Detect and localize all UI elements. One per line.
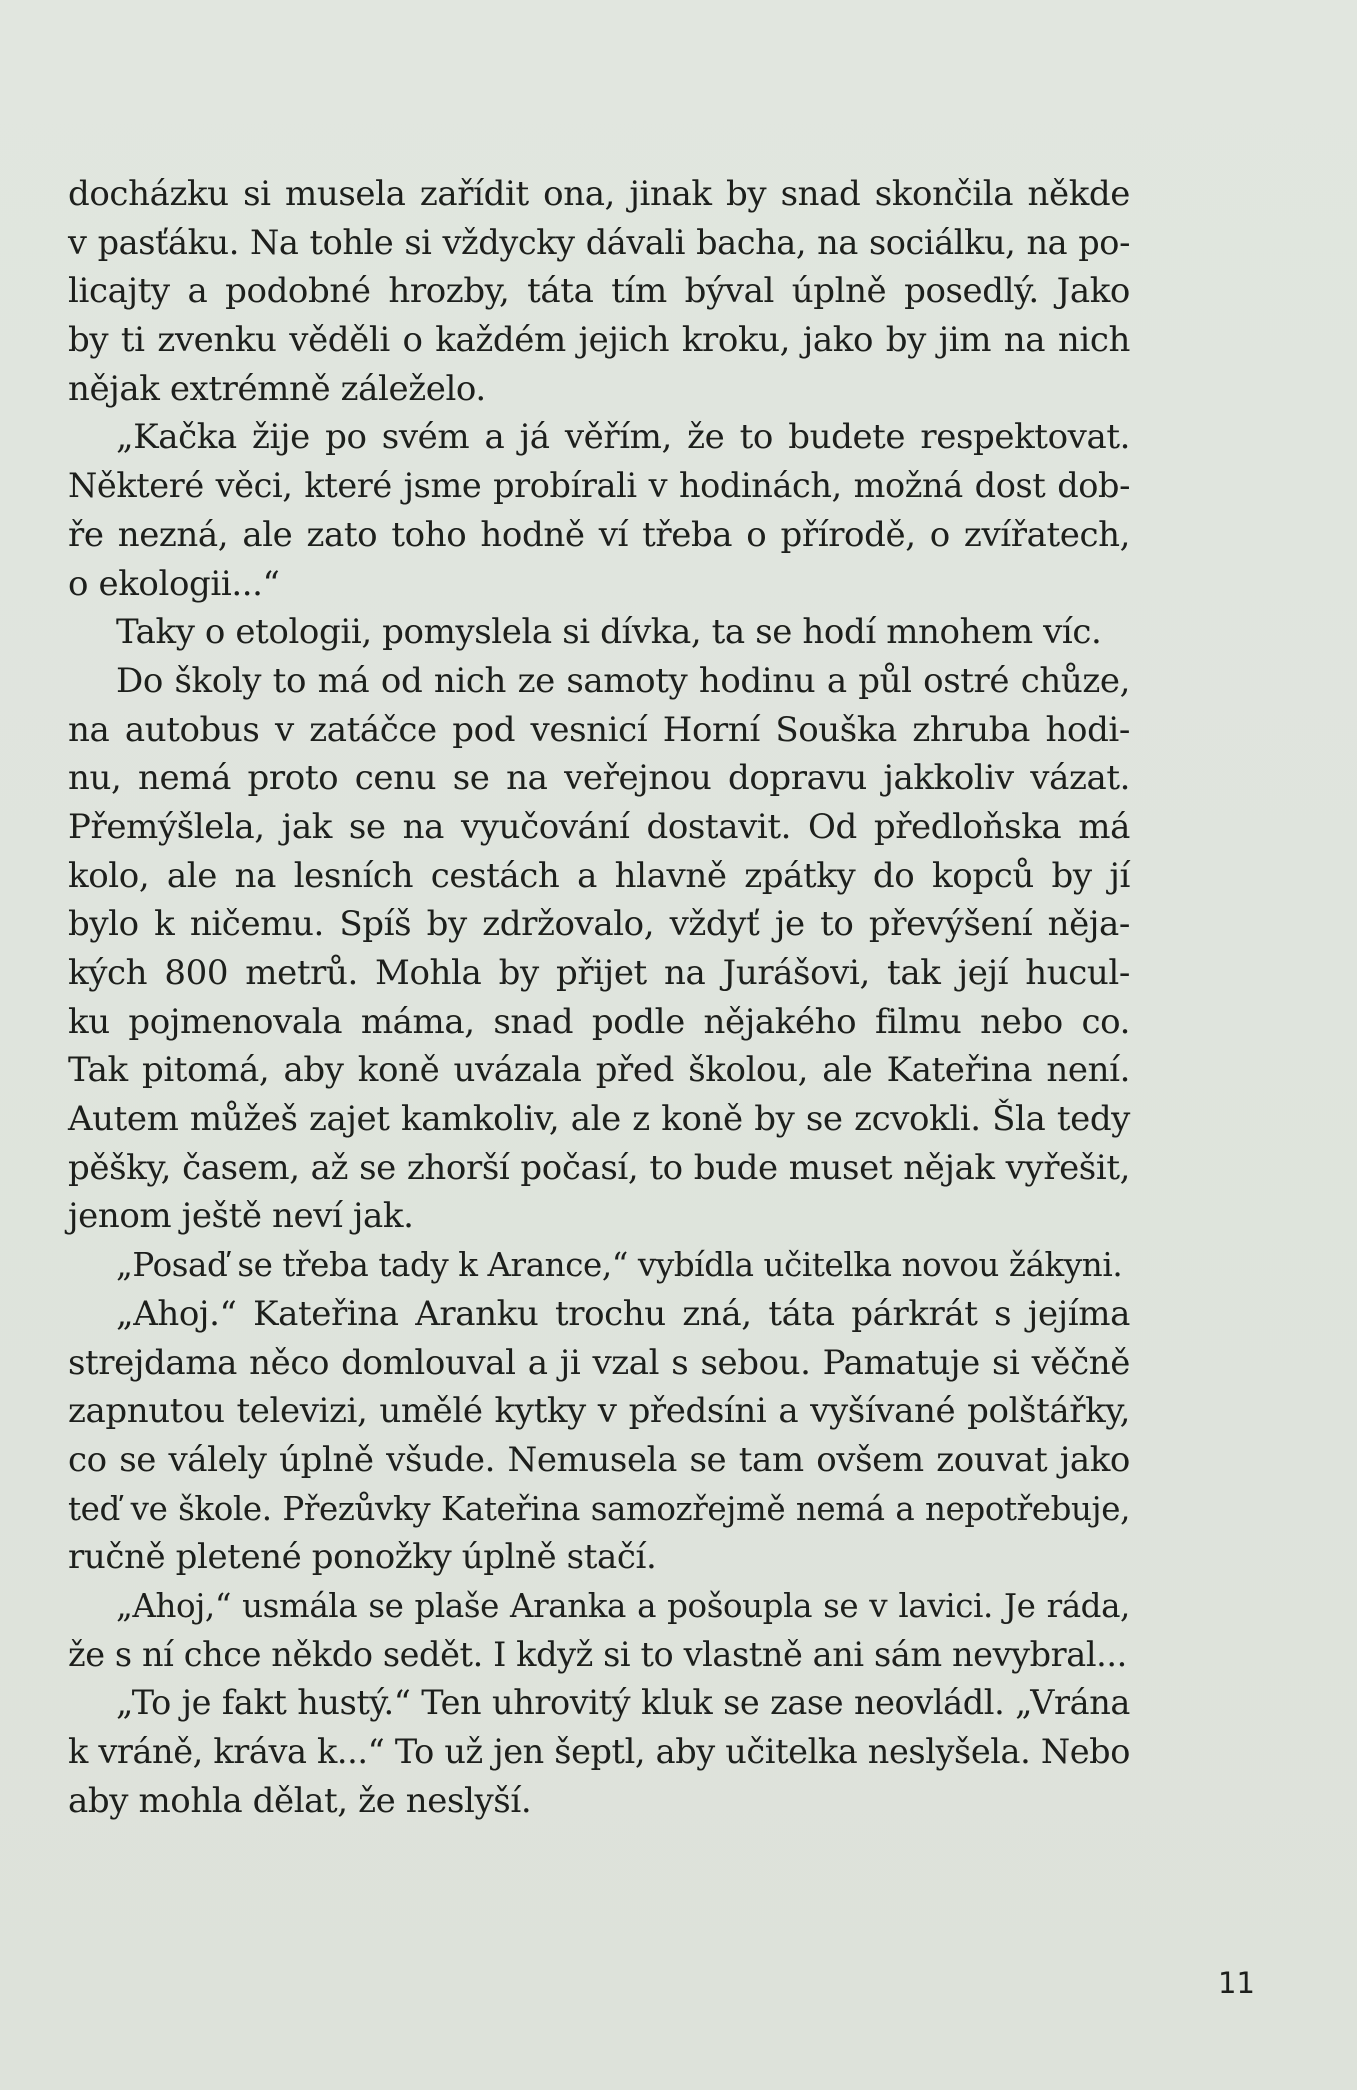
text-line: docházku si musela zařídit ona, jinak by snad skončila někde (68, 174, 1130, 214)
text-line: nu, nemá proto cenu se na veřejnou dopravu jakkoliv vázat. (68, 758, 1130, 799)
text-line: strejdama něco domlouval a ji vzal s sebou. Pamatuje si věčně (68, 1342, 1130, 1383)
page-number: 11 (1218, 1966, 1255, 2000)
body-text (68, 170, 1130, 1825)
text-line: pěšky, časem, až se zhorší počasí, to bude muset nějak vyřešit, (68, 1147, 1130, 1188)
text-line: licajty a podobné hrozby, táta tím býval úplně posedlý. Jako (68, 271, 1130, 312)
text-line: ku pojmenovala máma, snad podle nějakého filmu nebo co. (68, 1001, 1130, 1042)
text-line: „Ahoj.“ Kateřina Aranku trochu zná, táta párkrát s jejíma (116, 1293, 1130, 1334)
text-line: ručně pletené ponožky úplně stačí. (68, 1537, 657, 1578)
text-line: Autem můžeš zajet kamkoliv, ale z koně by se zcvokli. Šla tedy (68, 1099, 1130, 1140)
text-line: „Ahoj,“ usmála se plaše Aranka a pošoupla se v lavici. Je ráda, (116, 1586, 1130, 1625)
text-line: Přemýšlela, jak se na vyučování dostavit. Od předloňska má (68, 806, 1130, 847)
text-line: by ti zvenku věděli o každém jejich kroku, jako by jim na nich (68, 320, 1130, 361)
text-line: teď ve škole. Přezůvky Kateřina samozřejmě nemá a nepotřebuje, (68, 1489, 1130, 1528)
text-line: „To je fakt hustý.“ Ten uhrovitý kluk se zase neovládl. „Vrána (116, 1683, 1130, 1723)
text-line: „Posaď se třeba tady k Arance,“ vybídla učitelka novou žákyni. (116, 1246, 1123, 1285)
text-line: kých 800 metrů. Mohla by přijet na Jurášovi, tak její hucul- (68, 953, 1130, 993)
text-line: aby mohla dělat, že neslyší. (68, 1780, 532, 1821)
text-line: kolo, ale na lesních cestách a hlavně zpátky do kopců by jí (68, 855, 1130, 896)
text-line: k vráně, kráva k...“ To už jen šeptl, aby učitelka neslyšela. Nebo (68, 1732, 1130, 1771)
text-line: zapnutou televizi, umělé kytky v předsíni a vyšívané polštářky, (68, 1391, 1130, 1432)
text-line: Některé věci, které jsme probírali v hodinách, možná dost dob- (68, 466, 1130, 506)
text-line: Do školy to má od nich ze samoty hodinu a půl ostré chůze, (116, 660, 1130, 701)
text-line: co se válely úplně všude. Nemusela se tam ovšem zouvat jako (68, 1439, 1130, 1480)
text-line: nějak extrémně záleželo. (68, 368, 486, 409)
text-line: v pasťáku. Na tohle si vždycky dávali bacha, na sociálku, na po- (68, 222, 1130, 262)
text-line: na autobus v zatáčce pod vesnicí Horní Souška zhruba hodi- (68, 709, 1130, 750)
text-line: bylo k ničemu. Spíš by zdržovalo, vždyť je to převýšení něja- (68, 904, 1130, 945)
text-line: Tak pitomá, aby koně uvázala před školou, ale Kateřina není. (68, 1050, 1130, 1091)
text-line: o ekologii...“ (68, 563, 280, 604)
text-line: jenom ještě neví jak. (68, 1196, 414, 1237)
text-line: Taky o etologii, pomyslela si dívka, ta se hodí mnohem víc. (116, 612, 1102, 653)
text-line: „Kačka žije po svém a já věřím, že to budete respektovat. (116, 417, 1130, 458)
text-line: že s ní chce někdo sedět. I když si to vlastně ani sám nevybral... (68, 1634, 1127, 1674)
text-line: ře nezná, ale zato toho hodně ví třeba o přírodě, o zvířatech, (68, 514, 1130, 555)
